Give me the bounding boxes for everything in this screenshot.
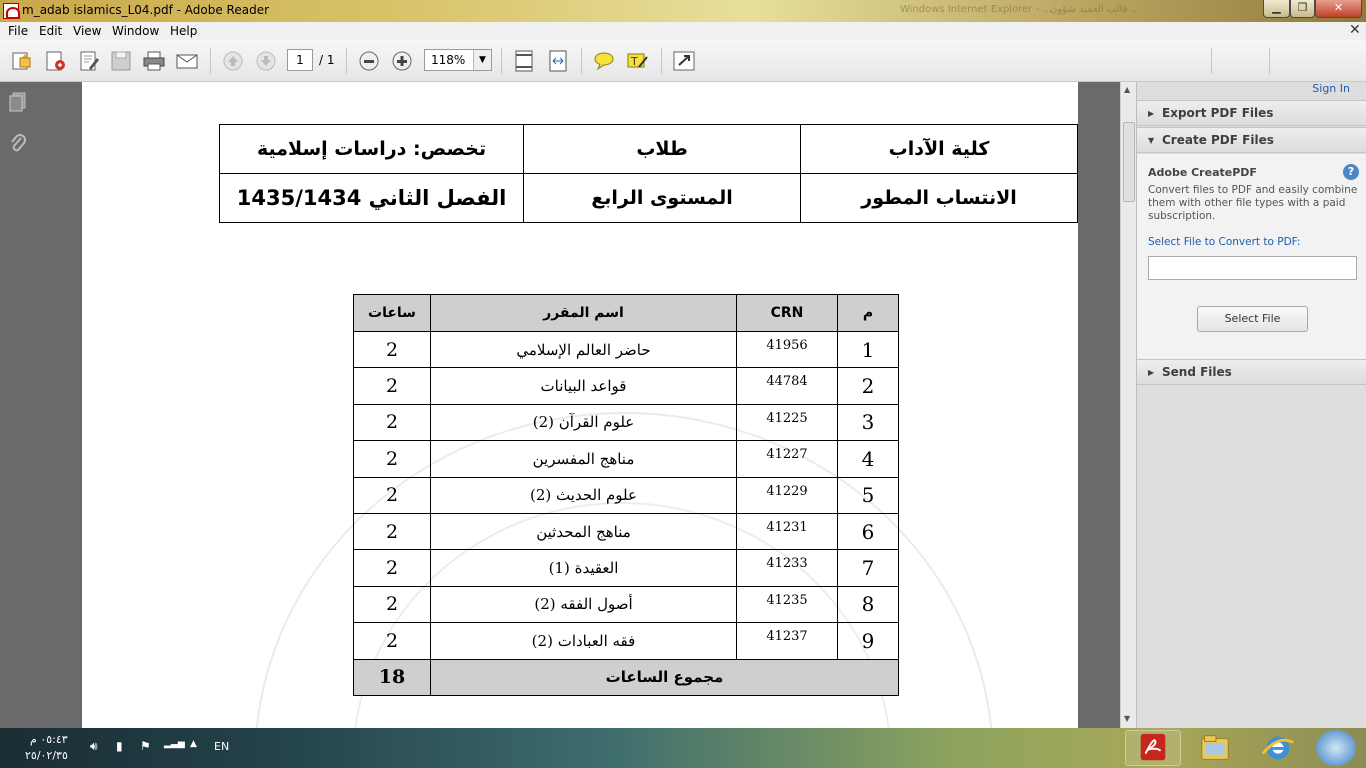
toolbar-separator [501,48,502,74]
zoom-select[interactable] [424,49,492,71]
print-icon[interactable] [142,50,166,72]
help-icon[interactable]: ? [1343,164,1359,180]
taskbar-internet-explorer[interactable] [1250,730,1306,766]
toolbar-separator [1269,48,1270,74]
show-hidden-icons[interactable]: ▲ [190,739,197,749]
scroll-down-arrow-icon[interactable]: ▼ [1124,714,1131,723]
student-type-cell: طلاب [524,125,801,174]
level-cell: المستوى الرابع [524,174,801,223]
header-row [220,174,1078,223]
zoom-in-icon[interactable] [390,50,414,72]
scroll-up-arrow-icon[interactable]: ▲ [1124,85,1131,94]
toolbar-separator [210,48,211,74]
network-icon[interactable]: ▂▃▅ [164,739,185,749]
email-icon[interactable] [175,50,199,72]
course-name: علوم القرآن (2) [431,404,737,440]
course-hours: 2 [354,368,431,404]
course-num: 3 [838,404,899,440]
menu-window[interactable]: Window [112,24,160,38]
scrollbar-thumb[interactable] [1123,122,1135,202]
course-name: العقيدة (1) [431,550,737,586]
course-crn: 41231 [737,513,838,549]
toolbar [0,40,1366,82]
language-indicator[interactable]: EN [214,740,230,753]
course-num: 1 [838,332,899,368]
create-pdf-icon[interactable] [43,50,67,72]
save-icon[interactable] [109,50,133,72]
create-pdf-body [1137,154,1366,366]
zoom-value: 118% [431,53,466,67]
title-bar[interactable] [0,0,1366,22]
export-pdf-label: Export PDF Files [1162,106,1274,120]
course-num: 8 [838,586,899,622]
edit-document-icon[interactable] [77,50,101,72]
createpdf-description: Convert files to PDF and easily combine them with other file types with a paid subscription. [1148,184,1358,222]
header-info-table [219,124,1078,223]
course-num: 9 [838,623,899,659]
close-document-icon[interactable]: ✕ [1349,22,1361,38]
course-name: أصول الفقه (2) [431,586,737,622]
col-header-name: اسم المقرر [431,295,737,332]
table-row [354,404,899,440]
expand-triangle-icon: ▶ [1148,109,1155,118]
course-crn: 41227 [737,441,838,477]
tools-pane [1136,82,1366,728]
send-files-section[interactable] [1137,359,1366,385]
course-crn: 41235 [737,586,838,622]
course-name: حاضر العالم الإسلامي [431,332,737,368]
table-row [354,513,899,549]
send-files-label: Send Files [1162,365,1232,379]
adobe-reader-app-icon [3,3,19,19]
windows-taskbar [0,728,1366,768]
course-name: مناهج المحدثين [431,513,737,549]
course-crn: 41237 [737,623,838,659]
create-pdf-label: Create PDF Files [1162,133,1274,147]
window-title: m_adab islamics_L04.pdf - Adobe Reader [22,3,270,17]
course-hours: 2 [354,623,431,659]
clock-date[interactable]: ٢٥/٠٢/٣٥ [25,749,68,762]
full-screen-icon[interactable] [672,50,696,72]
open-file-icon[interactable] [10,50,34,72]
course-hours: 2 [354,404,431,440]
course-name: فقه العبادات (2) [431,623,737,659]
table-row [354,623,899,659]
select-file-label: Select File to Convert to PDF: [1148,236,1301,248]
minimize-button[interactable]: ▁ [1263,0,1290,18]
course-hours: 2 [354,332,431,368]
fit-width-icon[interactable] [546,50,570,72]
course-hours: 2 [354,586,431,622]
file-path-input[interactable] [1148,256,1357,280]
background-window-title: Windows Internet Explorer - ... [900,4,1052,15]
course-name: قواعد البيانات [431,368,737,404]
course-num: 5 [838,477,899,513]
col-header-num: م [838,295,899,332]
pdf-page [82,82,1078,728]
collapse-triangle-icon: ▼ [1148,136,1155,145]
toolbar-separator [346,48,347,74]
table-row [354,477,899,513]
program-cell: الانتساب المطور [801,174,1078,223]
maximize-button[interactable]: ❐ [1290,0,1315,18]
chevron-down-icon[interactable]: ▼ [473,50,491,70]
col-header-crn: CRN [737,295,838,332]
total-hours-label: مجموع الساعات [431,659,899,695]
courses-header-row [354,295,899,332]
fit-page-icon[interactable] [512,50,536,72]
course-name: مناهج المفسرين [431,441,737,477]
next-page-icon[interactable] [254,50,278,72]
taskbar-windows-explorer[interactable] [1187,730,1243,766]
toolbar-separator [581,48,582,74]
course-hours: 2 [354,550,431,586]
table-row [354,332,899,368]
background-window-title: ... قالب العميد شؤون [1050,4,1141,15]
menu-view[interactable]: View [73,24,102,38]
table-row [354,441,899,477]
start-button-icon[interactable] [1316,730,1356,766]
course-crn: 41225 [737,404,838,440]
toolbar-separator [661,48,662,74]
course-hours: 2 [354,513,431,549]
previous-page-icon[interactable] [221,50,245,72]
table-row [354,586,899,622]
header-row [220,125,1078,174]
table-row [354,550,899,586]
clock-time[interactable]: ٠٥:٤٣ م [30,733,68,746]
course-num: 7 [838,550,899,586]
page-total-label: / 1 [319,53,335,67]
course-num: 2 [838,368,899,404]
course-crn: 44784 [737,368,838,404]
navigation-pane [0,82,36,728]
menu-file[interactable]: File [8,24,29,38]
device-icon[interactable]: ▮ [116,739,123,753]
createpdf-title: Adobe CreatePDF [1148,166,1257,179]
toolbar-separator [1211,48,1212,74]
expand-triangle-icon: ▶ [1148,368,1155,377]
svg-text:T: T [631,55,638,68]
total-hours-value: 18 [354,659,431,695]
course-hours: 2 [354,441,431,477]
menu-edit[interactable]: Edit [39,24,63,38]
export-pdf-section[interactable] [1137,100,1366,126]
page-thumbnails-icon[interactable] [9,92,27,112]
sign-in-link[interactable]: Sign In [1312,82,1350,95]
taskbar-adobe-reader[interactable] [1125,730,1181,766]
total-row [354,659,899,695]
vertical-scrollbar[interactable] [1120,82,1136,728]
volume-icon[interactable]: 🔊︎ [90,739,98,753]
col-header-hours: ساعات [354,295,431,332]
course-hours: 2 [354,477,431,513]
document-viewer[interactable] [36,82,1120,728]
attachments-icon[interactable] [9,134,27,154]
highlight-text-icon[interactable] [625,50,649,72]
menu-bar [0,22,1366,40]
course-num: 4 [838,441,899,477]
select-file-button[interactable]: Select File [1197,306,1308,332]
zoom-out-icon[interactable] [357,50,381,72]
menu-help[interactable]: Help [170,24,198,38]
course-crn: 41229 [737,477,838,513]
college-cell: كلية الآداب [801,125,1078,174]
create-pdf-section[interactable] [1137,127,1366,153]
specialization-cell: تخصص: دراسات إسلامية [220,125,524,174]
courses-table [353,294,899,696]
close-button[interactable]: ✕ [1315,0,1362,18]
action-center-flag-icon[interactable]: ⚑ [140,739,151,753]
table-row [354,368,899,404]
semester-cell: الفصل الثاني 1435/1434 [220,174,524,223]
course-crn: 41956 [737,332,838,368]
sticky-note-icon[interactable] [592,50,616,72]
course-crn: 41233 [737,550,838,586]
course-name: علوم الحديث (2) [431,477,737,513]
course-num: 6 [838,513,899,549]
page-number-input[interactable]: 1 [287,49,313,71]
